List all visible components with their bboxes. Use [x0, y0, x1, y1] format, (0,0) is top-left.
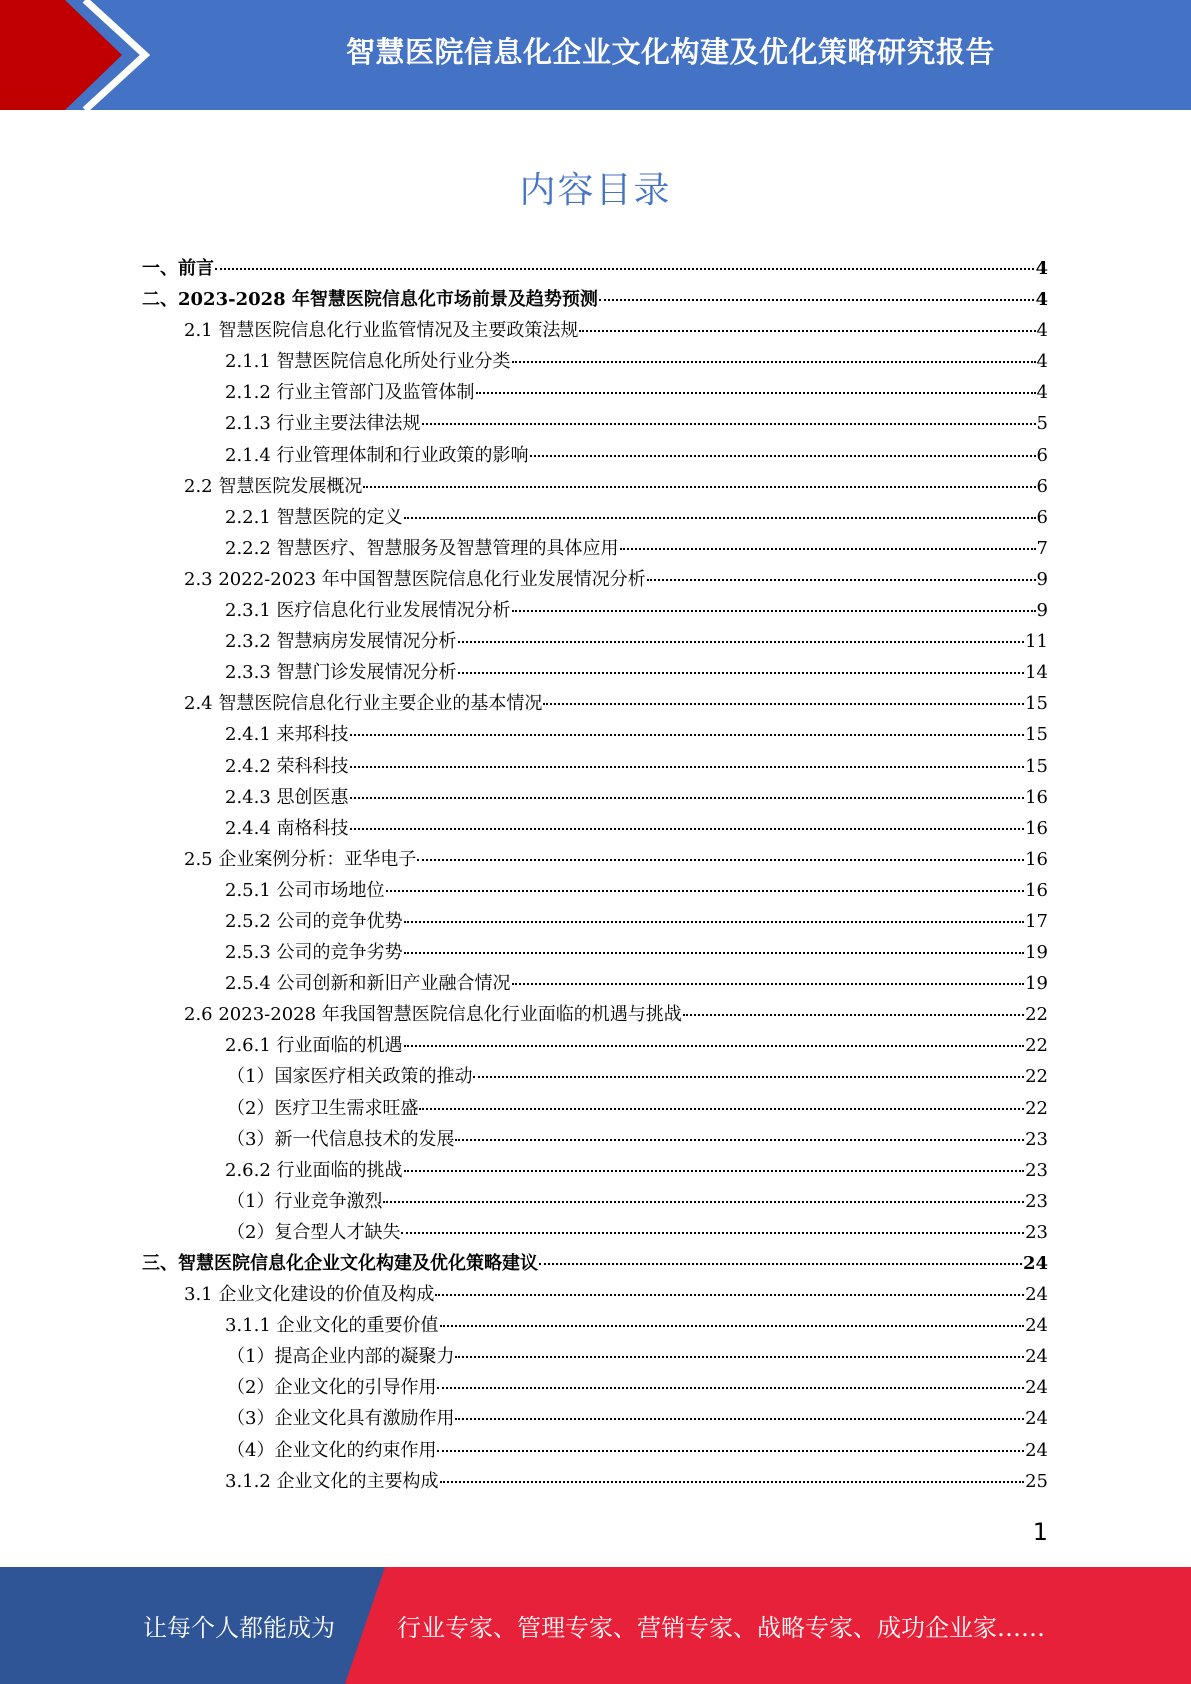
toc-dot-leader	[437, 1450, 1024, 1452]
toc-entry-label: 2.6.1 行业面临的机遇	[225, 1035, 403, 1057]
toc-entry[interactable]	[142, 440, 1048, 471]
toc-entry-label: 2.3 2022-2023 年中国智慧医院信息化行业发展情况分析	[184, 568, 646, 590]
toc-entry-label: 2.4.3 思创医惠	[225, 786, 349, 808]
toc-entry[interactable]	[142, 782, 1048, 813]
toc-entry-page: 4	[1036, 382, 1048, 404]
toc-entry-label: 3.1.1 企业文化的重要价值	[225, 1315, 439, 1337]
toc-entry[interactable]	[142, 408, 1048, 439]
toc-entry[interactable]	[142, 626, 1048, 657]
toc-entry-label: （2）复合型人才缺失	[227, 1221, 401, 1243]
toc-entry-label: 2.1.3 行业主要法律法规	[225, 413, 421, 435]
toc-entry-page: 22	[1025, 1066, 1048, 1088]
toc-entry-page: 4	[1036, 320, 1048, 342]
toc-entry-page: 4	[1035, 258, 1048, 279]
toc-entry-label: （3）企业文化具有激励作用	[227, 1408, 455, 1430]
toc-entry-page: 4	[1035, 289, 1048, 311]
toc-entry-page: 9	[1036, 600, 1048, 622]
toc-entry[interactable]	[142, 813, 1048, 844]
toc-entry[interactable]	[142, 502, 1048, 533]
toc-entry[interactable]	[142, 1186, 1048, 1217]
toc-entry[interactable]	[142, 1466, 1048, 1497]
toc-entry-page: 24	[1025, 1315, 1048, 1337]
toc-dot-leader	[579, 330, 1035, 332]
toc-entry[interactable]	[142, 1124, 1048, 1155]
toc-entry-label: 2.4.4 南格科技	[225, 817, 349, 839]
toc-dot-leader	[419, 1108, 1024, 1110]
toc-entry-label: 2.1 智慧医院信息化行业监管情况及主要政策法规	[184, 320, 579, 342]
toc-entry[interactable]	[142, 751, 1048, 782]
toc-dot-leader	[404, 1170, 1025, 1172]
toc-dot-leader	[404, 1045, 1025, 1047]
toc-entry-label: 三、智慧医院信息化企业文化构建及优化策略建议	[142, 1253, 538, 1274]
toc-entry-label: 2.2.1 智慧医院的定义	[225, 506, 403, 528]
toc-entry-page: 19	[1025, 973, 1048, 995]
toc-entry-page: 23	[1025, 1128, 1048, 1150]
toc-dot-leader	[512, 983, 1025, 985]
toc-entry-label: 2.4.2 荣科科技	[225, 755, 349, 777]
toc-entry-page: 16	[1025, 848, 1048, 870]
toc-entry-label: 2.1.4 行业管理体制和行业政策的影响	[225, 444, 529, 466]
toc-entry-label: （1）国家医疗相关政策的推动	[227, 1066, 473, 1088]
toc-entry-page: 24	[1022, 1253, 1048, 1274]
toc-dot-leader	[350, 734, 1025, 736]
toc-entry[interactable]	[142, 1403, 1048, 1434]
toc-entry-label: 2.4.1 来邦科技	[225, 724, 349, 746]
toc-entry-page: 23	[1025, 1190, 1048, 1212]
toc-entry[interactable]	[142, 844, 1048, 875]
footer-slogan-left: 让每个人都能成为	[143, 1614, 335, 1642]
toc-dot-leader	[363, 486, 1035, 488]
toc-entry-label: （2）医疗卫生需求旺盛	[227, 1097, 419, 1119]
toc-dot-leader	[404, 952, 1025, 954]
toc-dot-leader	[215, 268, 1034, 270]
toc-dot-leader	[404, 517, 1036, 519]
toc-entry[interactable]	[142, 968, 1048, 999]
toc-entry-page: 14	[1025, 662, 1048, 684]
page-header	[0, 0, 1191, 110]
toc-entry-page: 15	[1025, 693, 1048, 715]
toc-entry-label: 2.3.2 智慧病房发展情况分析	[225, 631, 457, 653]
toc-entry-label: 2.6.2 行业面临的挑战	[225, 1159, 403, 1181]
toc-entry-label: 2.1.2 行业主管部门及监管体制	[225, 382, 475, 404]
toc-entry-page: 17	[1025, 910, 1048, 932]
toc-entry[interactable]	[142, 688, 1048, 719]
toc-entry-page: 16	[1025, 817, 1048, 839]
toc-entry-page: 24	[1025, 1377, 1048, 1399]
toc-dot-leader	[435, 1294, 1024, 1296]
toc-entry-label: 3.1 企业文化建设的价值及构成	[184, 1284, 435, 1306]
toc-entry[interactable]	[142, 1217, 1048, 1248]
toc-entry[interactable]	[142, 1248, 1048, 1279]
toc-entry-label: 2.5 企业案例分析：亚华电子	[184, 848, 417, 870]
toc-entry-label: （1）提高企业内部的凝聚力	[227, 1346, 455, 1368]
toc-entry-page: 16	[1025, 786, 1048, 808]
toc-entry-page: 15	[1025, 755, 1048, 777]
toc-entry-page: 23	[1025, 1159, 1048, 1181]
toc-entry-label: 2.3.1 医疗信息化行业发展情况分析	[225, 600, 511, 622]
toc-entry-page: 5	[1036, 413, 1048, 435]
toc-entry-label: （1）行业竞争激烈	[227, 1190, 383, 1212]
toc-entry[interactable]	[142, 999, 1048, 1030]
toc-entry-label: （4）企业文化的约束作用	[227, 1439, 437, 1461]
toc-dot-leader	[599, 299, 1035, 301]
toc-entry[interactable]	[142, 1030, 1048, 1061]
toc-entry[interactable]	[142, 346, 1048, 377]
toc-entry[interactable]	[142, 937, 1048, 968]
toc-dot-leader	[473, 1076, 1024, 1078]
toc-entry-page: 7	[1036, 537, 1048, 559]
toc-dot-leader	[440, 1325, 1025, 1327]
toc-dot-leader	[350, 797, 1025, 799]
toc-entry-page: 24	[1025, 1346, 1048, 1368]
toc-dot-leader	[404, 921, 1025, 923]
toc-dot-leader	[512, 361, 1036, 363]
toc-entry-page: 24	[1025, 1408, 1048, 1430]
toc-entry-label: 2.5.3 公司的竞争劣势	[225, 942, 403, 964]
toc-dot-leader	[530, 455, 1036, 457]
footer-slogan-right: 行业专家、管理专家、营销专家、战略专家、成功企业家……	[397, 1614, 1045, 1642]
toc-entry-page: 9	[1036, 568, 1048, 590]
toc-entry-page: 6	[1036, 475, 1048, 497]
toc-entry[interactable]	[142, 564, 1048, 595]
toc-dot-leader	[458, 641, 1025, 643]
toc-entry-label: 2.2 智慧医院发展概况	[184, 475, 363, 497]
toc-dot-leader	[455, 1418, 1024, 1420]
toc-entry-label: 2.5.2 公司的竞争优势	[225, 910, 403, 932]
toc-entry-page: 6	[1036, 506, 1048, 528]
toc-entry-page: 24	[1025, 1439, 1048, 1461]
toc-entry[interactable]	[142, 253, 1048, 284]
toc-entry-page: 6	[1036, 444, 1048, 466]
toc-entry-page: 22	[1025, 1035, 1048, 1057]
toc-entry[interactable]	[142, 657, 1048, 688]
toc-dot-leader	[437, 1387, 1024, 1389]
toc-entry[interactable]	[142, 1435, 1048, 1466]
toc-entry[interactable]	[142, 1372, 1048, 1403]
toc-entry-page: 4	[1036, 351, 1048, 373]
toc-dot-leader	[458, 672, 1025, 674]
toc-dot-leader	[386, 890, 1025, 892]
toc-entry-label: 2.3.3 智慧门诊发展情况分析	[225, 662, 457, 684]
toc-entry[interactable]	[142, 1341, 1048, 1372]
toc-dot-leader	[512, 610, 1036, 612]
toc-entry[interactable]	[142, 719, 1048, 750]
toc-entry[interactable]	[142, 1093, 1048, 1124]
report-title: 智慧医院信息化企业文化构建及优化策略研究报告	[345, 34, 995, 69]
toc-entry[interactable]	[142, 1061, 1048, 1092]
toc-entry-label: 2.5.1 公司市场地位	[225, 879, 385, 901]
toc-dot-leader	[440, 1481, 1025, 1483]
toc-entry-page: 19	[1025, 942, 1048, 964]
toc-entry-label: （3）新一代信息技术的发展	[227, 1128, 455, 1150]
toc-dot-leader	[539, 1263, 1022, 1265]
toc-dot-leader	[455, 1139, 1024, 1141]
toc-entry-label: 2.6 2023-2028 年我国智慧医院信息化行业面临的机遇与挑战	[184, 1004, 682, 1026]
toc-entry[interactable]	[142, 875, 1048, 906]
toc-entry-page: 24	[1025, 1284, 1048, 1306]
toc-entry-page: 23	[1025, 1221, 1048, 1243]
toc-entry[interactable]	[142, 906, 1048, 937]
toc-entry[interactable]	[142, 1279, 1048, 1310]
toc-entry[interactable]	[142, 533, 1048, 564]
toc-entry[interactable]	[142, 315, 1048, 346]
toc-entry-page: 15	[1025, 724, 1048, 746]
toc-dot-leader	[647, 579, 1036, 581]
toc-entry[interactable]	[142, 377, 1048, 408]
toc-entry-label: （2）企业文化的引导作用	[227, 1377, 437, 1399]
toc-entry-page: 25	[1025, 1470, 1048, 1492]
toc-entry-page: 16	[1025, 879, 1048, 901]
toc-entry-label: 3.1.2 企业文化的主要构成	[225, 1470, 439, 1492]
toc-entry[interactable]	[142, 284, 1048, 315]
toc-entry-page: 22	[1025, 1097, 1048, 1119]
toc-entry-label: 二、2023-2028 年智慧医院信息化市场前景及趋势预测	[142, 289, 598, 311]
toc-entry[interactable]	[142, 1310, 1048, 1341]
toc-dot-leader	[350, 828, 1025, 830]
page-number: 1	[1032, 1518, 1048, 1546]
toc-entry-label: 2.2.2 智慧医疗、智慧服务及智慧管理的具体应用	[225, 537, 619, 559]
toc-entry-label: 2.4 智慧医院信息化行业主要企业的基本情况	[184, 693, 543, 715]
toc-dot-leader	[543, 703, 1024, 705]
toc-entry-label: 2.1.1 智慧医院信息化所处行业分类	[225, 351, 511, 373]
toc-dot-leader	[350, 766, 1025, 768]
table-of-contents	[142, 253, 1048, 1497]
toc-entry[interactable]	[142, 1155, 1048, 1186]
toc-dot-leader	[476, 392, 1036, 394]
toc-entry-label: 2.5.4 公司创新和新旧产业融合情况	[225, 973, 511, 995]
toc-entry[interactable]	[142, 595, 1048, 626]
toc-dot-leader	[401, 1232, 1024, 1234]
toc-entry-page: 11	[1025, 631, 1048, 653]
toc-dot-leader	[417, 859, 1024, 861]
toc-entry-label: 一、前言	[142, 258, 214, 279]
toc-dot-leader	[422, 423, 1036, 425]
toc-heading: 内容目录	[519, 170, 672, 211]
page-footer	[0, 1567, 1191, 1684]
toc-entry-page: 22	[1025, 1004, 1048, 1026]
toc-entry[interactable]	[142, 471, 1048, 502]
toc-dot-leader	[683, 1014, 1024, 1016]
toc-dot-leader	[620, 548, 1036, 550]
toc-dot-leader	[455, 1356, 1024, 1358]
toc-dot-leader	[383, 1201, 1024, 1203]
